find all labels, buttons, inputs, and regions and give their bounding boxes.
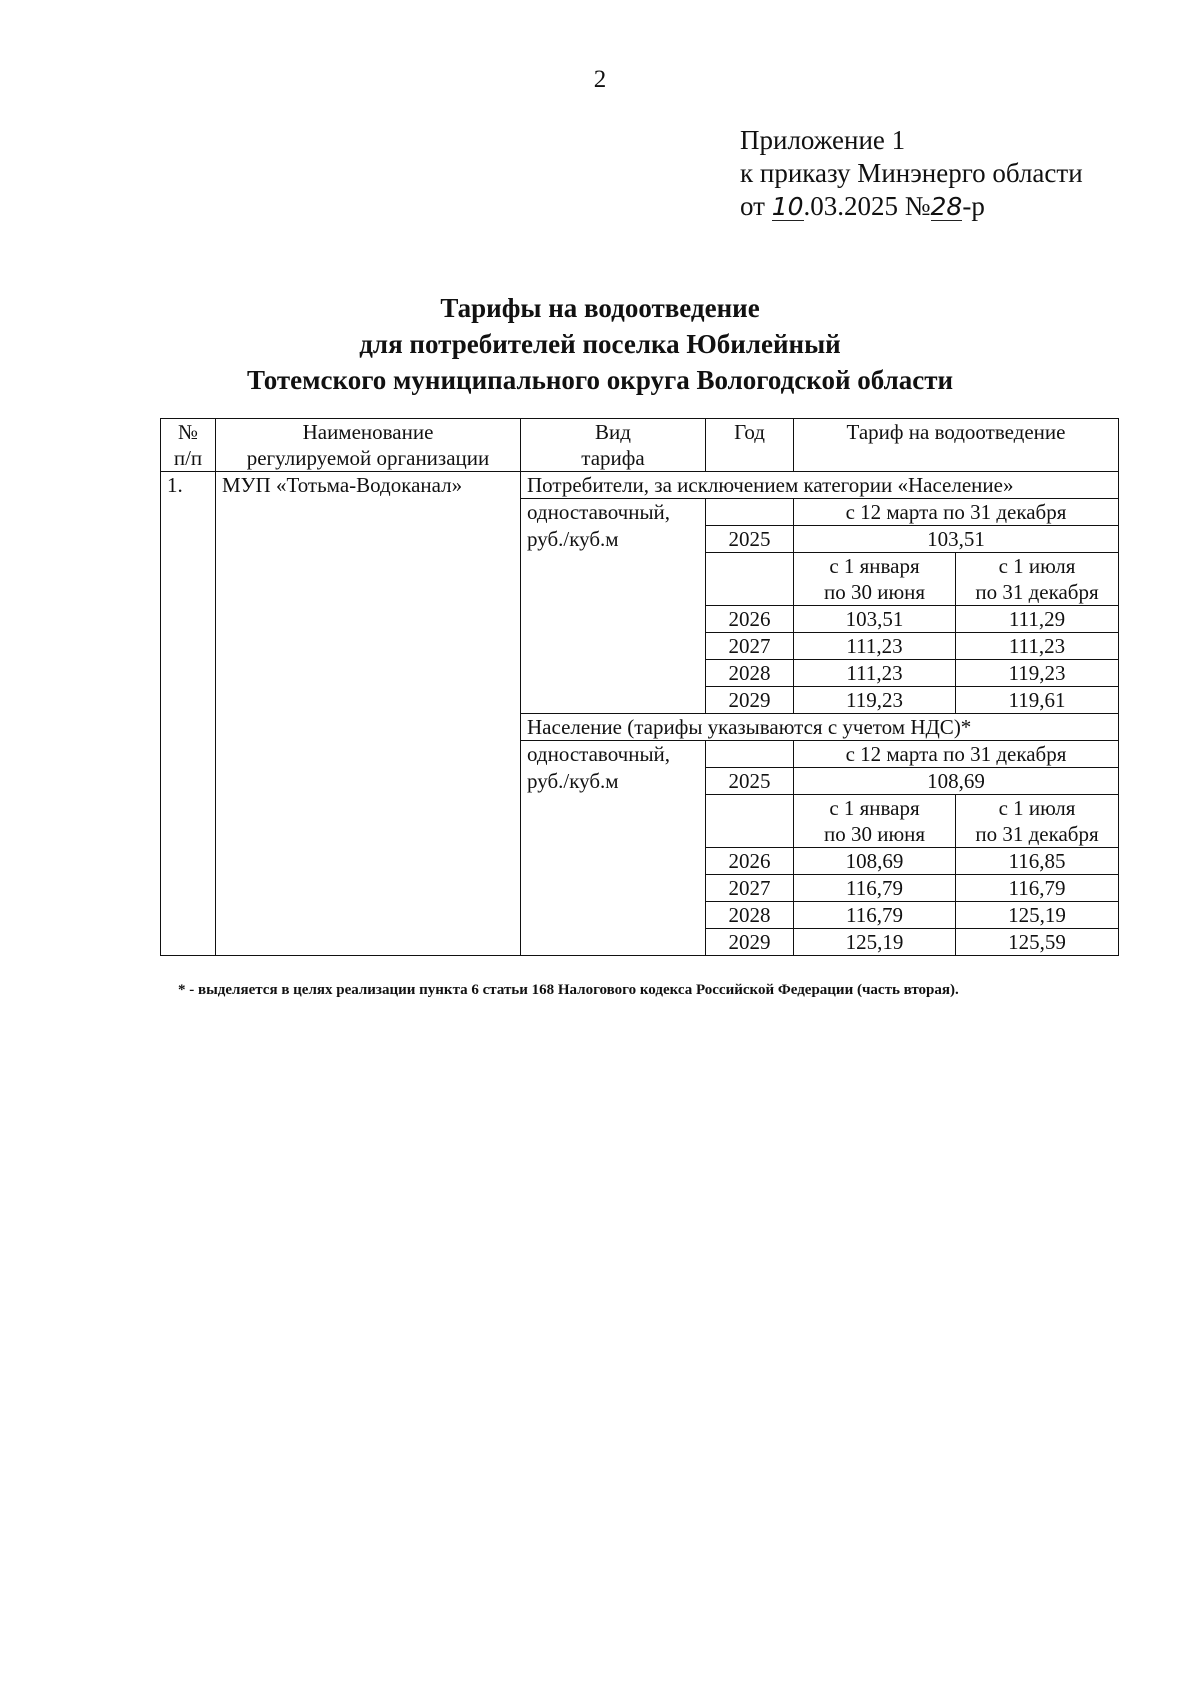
header-tariff: Тариф на водоотведение [794, 419, 1119, 472]
empty-year-cell [706, 553, 794, 606]
table-header-row [161, 419, 1119, 472]
annex-order-ref: к приказу Минэнерго области [740, 158, 1083, 188]
category-label: Потребители, за исключением категории «Население» [521, 472, 1119, 499]
value-cell: 108,69 [794, 848, 956, 875]
annex-date-line [740, 190, 1083, 223]
footnote: * - выделяется в целях реализации пункта 6 статьи 168 Налогового кодекса Российской Федерации (часть вторая). [178, 982, 959, 998]
year-cell: 2025 [706, 526, 794, 553]
organization-name: МУП «Тотьма-Водоканал» [216, 472, 521, 956]
half-period-1: с 1 января по 30 июня [794, 795, 956, 848]
value-cell: 125,19 [956, 902, 1119, 929]
period-cell: с 12 марта по 31 декабря [794, 741, 1119, 768]
value-cell: 125,59 [956, 929, 1119, 956]
header-number: № п/п [161, 419, 216, 472]
value-cell: 116,79 [794, 902, 956, 929]
annex-number-suffix: -р [962, 191, 985, 221]
category-label: Население (тарифы указываются с учетом НДС)* [521, 714, 1119, 741]
document-title [0, 290, 1200, 398]
empty-year-cell [706, 741, 794, 768]
value-cell: 111,23 [956, 633, 1119, 660]
handwritten-order-number: 28 [930, 192, 963, 221]
empty-year-cell [706, 499, 794, 526]
annex-title: Приложение 1 [740, 125, 906, 155]
half-period-2: с 1 июля по 31 декабря [956, 553, 1119, 606]
period-cell: с 12 марта по 31 декабря [794, 499, 1119, 526]
value-cell: 111,23 [794, 633, 956, 660]
year-cell: 2027 [706, 633, 794, 660]
value-cell: 111,23 [794, 660, 956, 687]
header-tariff-type: Вид тарифа [521, 419, 706, 472]
value-cell: 116,85 [956, 848, 1119, 875]
tariff-type-unit: руб./куб.м [521, 768, 706, 795]
year-cell: 2027 [706, 875, 794, 902]
value-cell: 116,79 [956, 875, 1119, 902]
tariff-type-cell: одноставочный, [521, 499, 706, 526]
half-period-2: с 1 июля по 31 декабря [956, 795, 1119, 848]
year-cell: 2025 [706, 768, 794, 795]
year-cell: 2026 [706, 606, 794, 633]
title-line-3: Тотемского муниципального округа Вологодской области [246, 365, 954, 395]
handwritten-date-day: 10 [771, 192, 804, 221]
year-cell: 2026 [706, 848, 794, 875]
value-cell: 108,69 [794, 768, 1119, 795]
title-line-1: Тарифы на водоотведение [440, 293, 760, 323]
annex-date-prefix: от [740, 191, 772, 221]
value-cell: 111,29 [956, 606, 1119, 633]
page-number: 2 [593, 66, 607, 93]
value-cell: 125,19 [794, 929, 956, 956]
year-cell: 2029 [706, 929, 794, 956]
year-cell: 2028 [706, 660, 794, 687]
value-cell: 116,79 [794, 875, 956, 902]
value-cell: 103,51 [794, 606, 956, 633]
table-row [161, 472, 1119, 499]
year-cell: 2029 [706, 687, 794, 714]
tariff-table [160, 418, 1119, 956]
header-year: Год [706, 419, 794, 472]
row-number: 1. [161, 472, 216, 956]
header-organization: Наименование регулируемой организации [216, 419, 521, 472]
value-cell: 119,61 [956, 687, 1119, 714]
value-cell: 103,51 [794, 526, 1119, 553]
half-period-1: с 1 января по 30 июня [794, 553, 956, 606]
tariff-type-cell: одноставочный, [521, 741, 706, 768]
year-cell: 2028 [706, 902, 794, 929]
empty-year-cell [706, 795, 794, 848]
annex-block [740, 124, 1083, 223]
annex-date-rest: .03.2025 № [803, 191, 931, 221]
value-cell: 119,23 [956, 660, 1119, 687]
tariff-type-unit: руб./куб.м [521, 526, 706, 553]
title-line-2: для потребителей поселка Юбилейный [359, 329, 841, 359]
value-cell: 119,23 [794, 687, 956, 714]
